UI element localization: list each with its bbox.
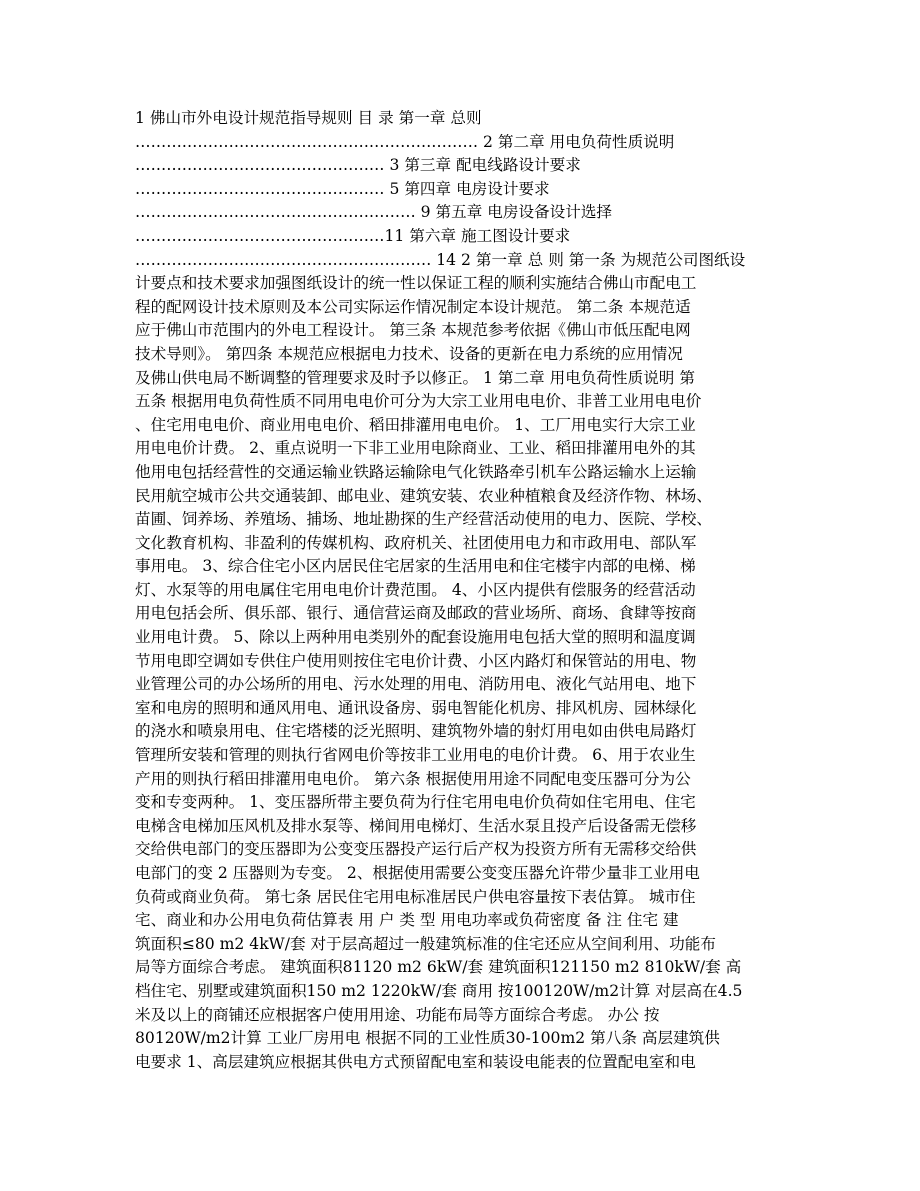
text-line: 电要求 1、高层建筑应根据其供电方式预留配电室和装设电能表的位置配电室和电 xyxy=(135,1052,696,1071)
text-line: 交给供电部门的变压器即为公变变压器投产运行后产权为投资方所有无需移交给供 xyxy=(135,840,697,859)
text-line: 五条 根据用电负荷性质不同用电电价可分为大宗工业用电电价、非普工业用电电价 xyxy=(135,392,702,411)
text-line: 技术导则》。 第四条 本规范应根据电力技术、设备的更新在电力系统的应用情况 xyxy=(135,344,683,363)
text-line: 文化教育机构、非盈利的传媒机构、政府机关、社团使用电力和市政用电、部队军 xyxy=(135,533,697,552)
text-line: 计要点和技术要求加强图纸设计的统一性以保证工程的顺利实施结合佛山市配电工 xyxy=(135,274,697,293)
document-body xyxy=(135,107,795,1074)
text-line: 管理所安装和管理的则执行省网电价等按非工业用电的电价计费。 6、用于农业生 xyxy=(135,746,696,765)
text-line: 产用的则执行稻田排灌用电电价。 第六条 根据使用用途不同配电变压器可分为公 xyxy=(135,769,691,788)
text-line: 事用电。 3、综合住宅小区内居民住宅居家的生活用电和住宅楼宇内部的电梯、梯 xyxy=(135,557,696,576)
text-line: 用电包括会所、俱乐部、银行、通信营运商及邮政的营业场所、商场、食肆等按商 xyxy=(135,604,697,623)
text-line: 用电电价计费。 2、重点说明一下非工业用电除商业、工业、稻田排灌用电外的其 xyxy=(135,439,696,458)
text-line: 他用电包括经营性的交通运输业铁路运输除电气化铁路牵引机车公路运输水上运输 xyxy=(135,462,697,481)
text-line: 苗圃、饲养场、养殖场、捕场、地址勘探的生产经营活动使用的电力、医院、学校、 xyxy=(135,510,712,529)
text-line: 80120W/m2计算 工业厂房用电 根据不同的工业性质30-100m2 第八条 高层建筑供 xyxy=(135,1029,720,1048)
text-line: 局等方面综合考虑。 建筑面积81120 m2 6kW/套 建筑面积121150 m2 810kW/套 高 xyxy=(135,958,742,977)
text-line: …………………………………………11 第六章 施工图设计要求 xyxy=(135,226,571,245)
text-line: 1 佛山市外电设计规范指导规则 目 录 第一章 总则 xyxy=(135,109,482,127)
text-line: 灯、水泵等的用电属住宅用电电价计费范围。 4、小区内提供有偿服务的经营活动 xyxy=(135,580,696,599)
text-line: 变和专变两种。 1、变压器所带主要负荷为行住宅用电电价负荷如住宅用电、住宅 xyxy=(135,793,696,812)
text-line: 档住宅、别墅或建筑面积150 m2 1220kW/套 商用 按100120W/m2计算 对层高在4.5 xyxy=(135,981,743,1000)
text-line: 宅、商业和办公用电负荷估算表 用 户 类 型 用电功率或负荷密度 备 注 住宅 建 xyxy=(135,911,679,930)
text-line: 室和电房的照明和通风用电、通讯设备房、弱电智能化机房、排风机房、园林绿化 xyxy=(135,698,697,717)
text-line: 业用电计费。 5、除以上两种用电类别外的配套设施用电包括大堂的照明和温度调 xyxy=(135,628,696,647)
text-line: 电部门的变 2 压器则为专变。 2、根据使用需要公变变压器允许带少量非工业用电 xyxy=(135,864,700,882)
text-line: 米及以上的商铺还应根据客户使用用途、功能布局等方面综合考虑。 办公 按 xyxy=(135,1005,660,1024)
text-line: ………………………………………… 3 第三章 配电线路设计要求 xyxy=(135,156,581,175)
text-line: ………………………………………………………… 2 第二章 用电负荷性质说明 xyxy=(135,132,675,151)
text-line: 、住宅用电电价、商业用电电价、稻田排灌用电电价。 1、工厂用电实行大宗工业 xyxy=(135,415,696,434)
text-line: 电梯含电梯加压风机及排水泵等、梯间用电梯灯、生活水泵且投产后设备需无偿移 xyxy=(135,816,697,835)
text-line: 的浇水和喷泉用电、住宅塔楼的泛光照明、建筑物外墙的射灯用电如由供电局路灯 xyxy=(135,722,697,741)
text-line: ………………………………………………… 14 2 第一章 总 则 第一条 为规范公司图纸设 xyxy=(135,250,746,269)
text-line: 业管理公司的办公场所的用电、污水处理的用电、消防用电、液化气站用电、地下 xyxy=(135,675,697,694)
text-line: 程的配网设计技术原则及本公司实际运作情况制定本设计规范。 第二条 本规范适 xyxy=(135,297,691,316)
text-line: 民用航空城市公共交通装卸、邮电业、建筑安装、农业种植粮食及经济作物、林场、 xyxy=(135,486,712,505)
text-line: 节用电即空调如专供住户使用则按住宅电价计费、小区内路灯和保管站的用电、物 xyxy=(135,651,697,670)
text-line: ……………………………………………… 9 第五章 电房设备设计选择 xyxy=(135,203,613,222)
text-line: 筑面积≤80 m2 4kW/套 对于层高超过一般建筑标准的住宅还应从空间利用、功能布 xyxy=(135,934,716,953)
text-line: 应于佛山市范围内的外电工程设计。 第三条 本规范参考依据《佛山市低压配电网 xyxy=(135,321,691,340)
text-line: ………………………………………… 5 第四章 电房设计要求 xyxy=(135,179,550,198)
text-line: 及佛山供电局不断调整的管理要求及时予以修正。 1 第二章 用电负荷性质说明 第 xyxy=(135,368,695,387)
text-line: 负荷或商业负荷。 第七条 居民住宅用电标准居民户供电容量按下表估算。 城市住 xyxy=(135,887,696,906)
